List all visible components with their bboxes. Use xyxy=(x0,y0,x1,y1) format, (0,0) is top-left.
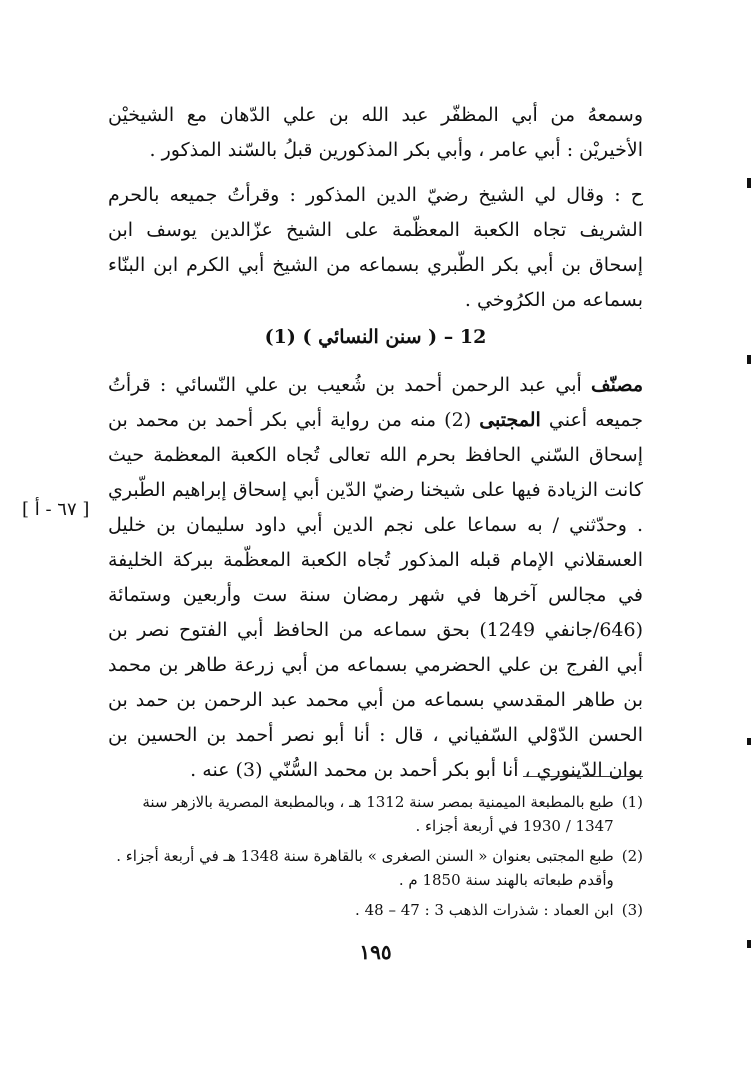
paragraph-3-book-title: المجتبى xyxy=(479,409,541,431)
paragraph-3-text-2: (2) منه من رواية أبي بكر أحمد بن محمد بن إسحاق السّني الحافظ بحرم الله تعالى تُجاه الكعبة المعظمة حيث كانت الزيادة فيها على شيخنا رضيّ الدّين أبي إسحاق إبراهيم الطّبري . وحدّثني / به سماعا على نجم الدين أبي داود سليمان بن خليل العسقلاني الإمام قبله المذكور تُجاه الكعبة المعظّمة ببركة الخليفة في مجالس آخرها في شهر رمضان سنة ست وأربعين وستمائة (646/جانفي 1249) بحق سماعه من الحافظ أبي الفتوح نصر بن أبي الفرج بن علي الحضرمي بسماعه من أبي زرعة طاهر بن محمد بن طاهر المقدسي بسماعه من أبي محمد عبد الرحمن بن حمد بن الحسن الدّوْلي السّفياني ، قال : أنا أبو نصر أحمد بن الحسين بن بوان الدّينوري ، أنا أبو بكر أحمد بن محمد السُّنّي (3) عنه . xyxy=(108,409,643,781)
footnote-1-text: طبع بالمطبعة الميمنية بمصر سنة 1312 هـ ، وبالمطبعة المصرية بالازهر سنة 1347 / 1930 في أربعة أجزاء . xyxy=(142,793,614,835)
scan-edge-mark xyxy=(747,738,751,745)
footnote-3 xyxy=(103,898,643,922)
footnote-2 xyxy=(103,844,643,892)
paragraph-3 xyxy=(108,368,643,788)
page-number: ١٩٥ xyxy=(359,940,392,964)
footnote-3-text: ابن العماد : شذرات الذهب 3 : 47 – 48 . xyxy=(355,901,614,919)
paragraph-2: ح : وقال لي الشيخ رضيّ الدين المذكور : وقرأتُ جميعه بالحرم الشريف تجاه الكعبة المعظّمة على الشيخ عزّالدين يوسف ابن إسحاق بن أبي بكر الطّبري بسماعه من الشيخ أبي الكرم ابن البنّاء بسماعه من الكرُوخي . xyxy=(108,184,643,311)
footnotes xyxy=(103,790,643,928)
footnote-2-text: طبع المجتبى بعنوان « السنن الصغرى » بالقاهرة سنة 1348 هـ في أربعة أجزاء . وأقدم طبعاته بالهند سنة 1850 م . xyxy=(116,847,614,889)
footnote-divider xyxy=(523,776,643,777)
scan-edge-mark xyxy=(747,178,751,188)
footnote-2-number: (2) xyxy=(621,847,643,865)
paragraph-3-text-1: أبي عبد الرحمن أحمد بن شُعيب بن علي النّسائي : قرأتُ جميعه أعني xyxy=(108,374,643,431)
footnote-3-number: (3) xyxy=(621,901,643,919)
manuscript-folio-reference: [ ٦٧ - أ ] xyxy=(22,499,90,520)
section-heading: 12 – ( سنن النسائي ) (1) xyxy=(264,326,487,348)
scan-edge-mark xyxy=(747,355,751,364)
footnote-1-number: (1) xyxy=(621,793,643,811)
footnote-1 xyxy=(103,790,643,838)
paragraph-3-lead: مصنّف xyxy=(590,374,643,396)
scan-edge-mark xyxy=(747,940,751,948)
paragraph-1: وسمعهُ من أبي المظفّر عبد الله بن علي الدّهان مع الشيخيْن الأخيريْن : أبي عامر ، وأبي بكر المذكورين قبلُ بالسّند المذكور . xyxy=(108,104,643,161)
